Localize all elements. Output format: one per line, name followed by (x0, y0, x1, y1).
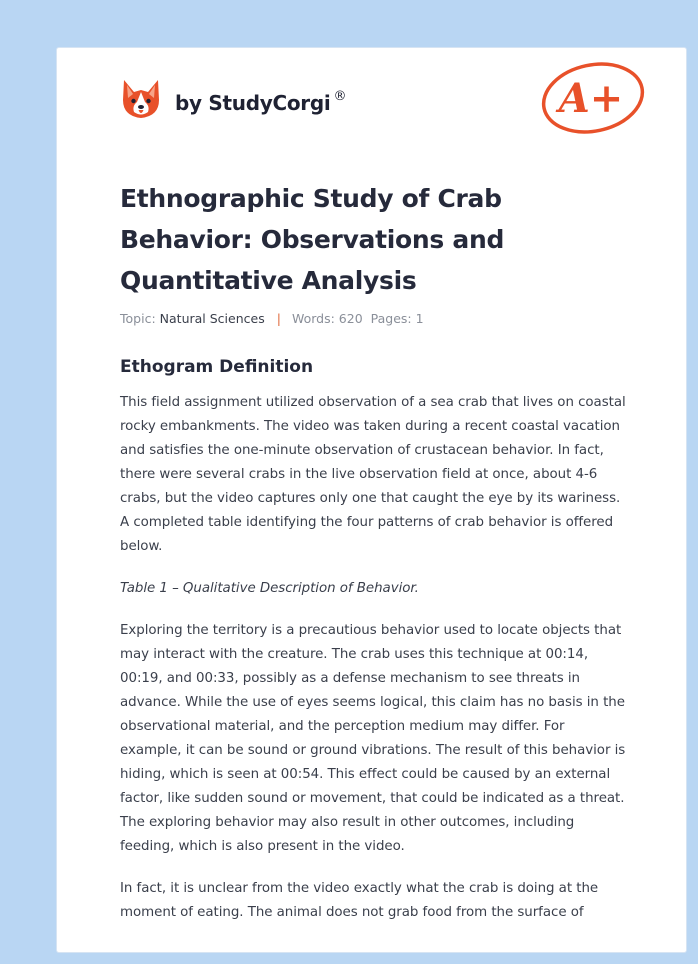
brand-name: by StudyCorgi ® (175, 89, 347, 115)
words-count: 620 (338, 311, 363, 326)
grade-badge (537, 60, 649, 140)
document-title: Ethnographic Study of Crab Behavior: Observations and Quantitative Analysis (120, 184, 505, 295)
paragraph-exploring: Exploring the territory is a precautious behavior used to locate objects that may interact with the creature. The crab uses this technique at 00:14, 00:19, and 00:33, possibly as a defense mechanism to see threats in advance. While the use of eyes seems logical, this claim has no basis in the observational material, and the perception medium may differ. For example, it can be sound or ground vibrations. The result of this behavior is hiding, which is seen at 00:54. This effect could be caused by an external factor, like sudden sound or movement, that could be indicated as a threat. The exploring behavior may also result in other outcomes, including feeding, which is also present in the video. (120, 623, 626, 854)
section-heading: Ethogram Definition (120, 357, 314, 377)
document-meta (120, 311, 630, 326)
studycorgi-logo[interactable] (121, 76, 346, 122)
topic-link[interactable]: Natural Sciences (159, 311, 265, 326)
words-label: Words: (291, 311, 335, 326)
corgi-icon (121, 76, 161, 122)
meta-separator: | (276, 311, 281, 326)
table-caption: Table 1 – Qualitative Description of Behavior. (120, 581, 419, 596)
svg-text:A+: A+ (558, 75, 624, 122)
topic-label: Topic: (120, 311, 156, 326)
paragraph-feeding: In fact, it is unclear from the video exactly what the crab is doing at the moment of eating. The animal does not grab food from the surface of (120, 881, 599, 920)
document-page (57, 48, 686, 952)
pages-label: Pages: (370, 311, 412, 326)
pages-count: 1 (415, 311, 424, 326)
paragraph-intro: This field assignment utilized observation of a sea crab that lives on coastal rocky embankments. The video was taken during a recent coastal vacation and satisfies the one-minute observation of crustacean behavior. In fact, there were several crabs in the live observation field at once, about 4-6 crabs, but the video captures only one that caught the eye by its wariness. A completed table identifying the four patterns of crab behavior is offered below. (120, 395, 626, 554)
